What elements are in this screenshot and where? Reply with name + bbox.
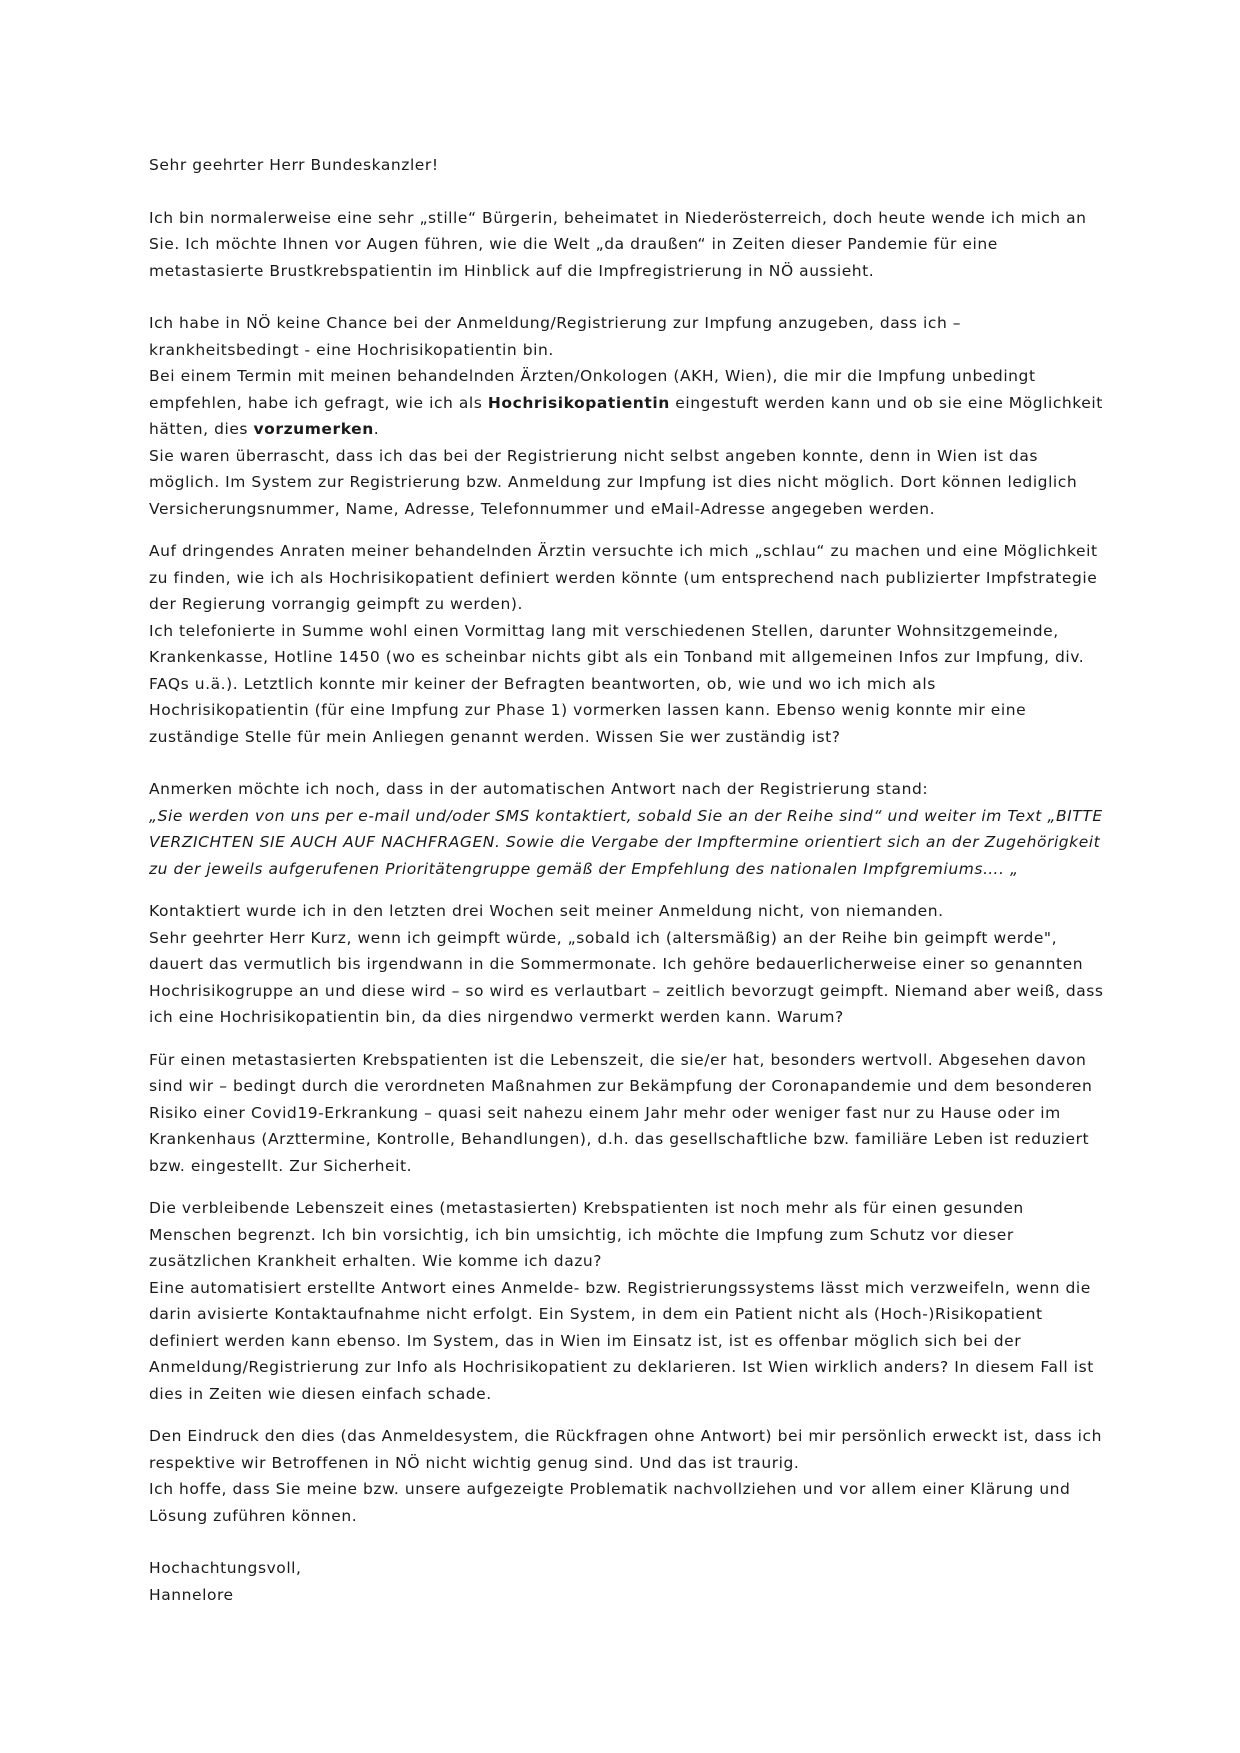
text-line: definiert werden kann ebenso. Im System, das in Wien im Einsatz ist, ist es offenbar möglich sich bei der [149, 1331, 1022, 1350]
text-line: FAQs u.ä.). Letztlich konnte mir keiner der Befragten beantworten, ob, wie und wo ich mich als [149, 674, 936, 693]
text-line [149, 416, 1099, 443]
text-line: Sie. Ich möchte Ihnen vor Augen führen, wie die Welt „da draußen“ in Zeiten dieser Pandemie für eine [149, 235, 998, 253]
text-line: Die verbleibende Lebenszeit eines (metastasierten) Krebspatienten ist noch mehr als für einen gesunden [149, 1199, 1024, 1217]
text-line: der Regierung vorrangig geimpft zu werden). [149, 595, 523, 613]
text-line [149, 390, 1103, 417]
text-line: Ich telefonierte in Summe wohl einen Vormittag lang mit verschiedenen Stellen, darunter Wohnsitzgemeinde, [149, 621, 1059, 640]
text-line: Anmerken möchte ich noch, dass in der automatischen Antwort nach der Registrierung stand: [149, 780, 929, 798]
text-line: Den Eindruck den dies (das Anmeldesystem, die Rückfragen ohne Antwort) bei mir persönlich erweckt ist, dass ich [149, 1427, 1102, 1445]
salutation [149, 152, 1099, 179]
paragraph-2 [149, 310, 1103, 522]
text-line: Anmeldung/Registrierung zur Info als Hochrisikopatient zu deklarieren. Ist Wien wirklich anders? In diesem Fall ist [149, 1358, 1094, 1376]
text-line: Eine automatisiert erstellte Antwort eines Anmelde- bzw. Registrierungssystems lässt mich verzweifeln, wenn die [149, 1278, 1091, 1297]
text-line: sind wir – bedingt durch die verordneten Maßnahmen zur Bekämpfung der Coronapandemie und dem besonderen [149, 1077, 1093, 1095]
text-line: zusätzlichen Krankheit erhalten. Wie komme ich dazu? [149, 1252, 603, 1270]
text-line: Menschen begrenzt. Ich bin vorsichtig, ich bin umsichtig, ich möchte die Impfung zum Schutz vor dieser [149, 1225, 1014, 1244]
letter-page [149, 152, 1104, 1608]
text-line: möglich. Im System zur Registrierung bzw. Anmeldung zur Impfung ist dies nicht möglich. Dort können lediglich [149, 473, 1078, 491]
text-line: darin avisierte Kontaktaufnahme nicht erfolgt. Ein System, in dem ein Patient nicht als (Hoch-)Risikopatient [149, 1305, 1043, 1323]
salutation-text: Sehr geehrter Herr Bundeskanzler! [149, 156, 439, 174]
paragraph-6 [149, 1047, 1099, 1180]
quote-line: zu der jeweils aufgerufenen Prioritätengruppe gemäß der Empfehlung des nationalen Impfgremiums…. „ [149, 859, 1019, 878]
text-line: Lösung zuführen können. [149, 1506, 358, 1525]
text-segment: eingestuft werden kann und ob sie eine Möglichkeit [669, 393, 1103, 412]
text-line: Kontaktiert wurde ich in den letzten drei Wochen seit meiner Anmeldung nicht, von niemanden. [149, 902, 944, 920]
emphasis-hochrisikopatientin: Hochrisikopatientin [487, 393, 670, 412]
text-line: bzw. eingestellt. Zur Sicherheit. [149, 1156, 413, 1175]
text-line: respektive wir Betroffenen in NÖ nicht wichtig genug sind. Und das ist traurig. [149, 1453, 800, 1472]
text-line: Sie waren überrascht, dass ich das bei der Registrierung nicht selbst angeben konnte, denn in Wien ist das [149, 446, 1038, 465]
paragraph-1 [149, 205, 1099, 285]
text-line: ich eine Hochrisikopatientin bin, da dies nirgendwo vermerkt werden kann. Warum? [149, 1008, 844, 1026]
signature-name: Hannelore [149, 1585, 234, 1604]
text-line: zu finden, wie ich als Hochrisikopatient definiert werden könnte (um entsprechend nach publizierter Impfstrategie [149, 568, 1098, 587]
text-line: Hochrisikogruppe an und diese wird – so wird es verlautbart – zeitlich bevorzugt geimpft. Niemand aber weiß, dass [149, 981, 1104, 1000]
text-line: Sehr geehrter Herr Kurz, wenn ich geimpft würde, „sobald ich (altersmäßig) an der Reihe bin geimpft werde", [149, 928, 1058, 947]
paragraph-3 [149, 538, 1099, 750]
text-line: Krankenkasse, Hotline 1450 (wo es scheinbar nichts gibt als ein Tonband mit allgemeinen Infos zur Impfung, div. [149, 648, 1085, 666]
text-line: Ich hoffe, dass Sie meine bzw. unsere aufgezeigte Problematik nachvollziehen und vor allem einer Klärung und [149, 1480, 1071, 1498]
text-line: Versicherungsnummer, Name, Adresse, Telefonnummer und eMail-Adresse angegeben werden. [149, 499, 936, 518]
text-line: dauert das vermutlich bis irgendwann in die Sommermonate. Ich gehöre bedauerlicherweise einer so genannten [149, 955, 1084, 973]
text-line: zuständige Stelle für mein Anliegen genannt werden. Wissen Sie wer zuständig ist? [149, 727, 841, 746]
text-line: Risiko einer Covid19-Erkrankung – quasi seit nahezu einem Jahr mehr oder weniger fast nur zu Hause oder im [149, 1103, 1061, 1122]
text-line: Krankenhaus (Arzttermine, Kontrolle, Behandlungen), d.h. das gesellschaftliche bzw. familiäre Leben ist reduziert [149, 1130, 1090, 1148]
quote-line: VERZICHTEN SIE AUCH AUF NACHFRAGEN. Sowie die Vergabe der Impftermine orientiert sich an der Zugehörigkeit [149, 833, 1101, 851]
closing-block [149, 1555, 1099, 1608]
closing: Hochachtungsvoll, [149, 1559, 302, 1577]
quote-line: „Sie werden von uns per e-mail und/oder SMS kontaktiert, sobald Sie an der Reihe sind“ und weiter im Text „BITTE [149, 806, 1103, 825]
text-line: Ich habe in NÖ keine Chance bei der Anmeldung/Registrierung zur Impfung anzugeben, dass ich – [149, 314, 962, 332]
text-segment: empfehlen, habe ich gefragt, wie ich als [149, 393, 488, 412]
text-segment: hätten, dies [149, 420, 254, 438]
text-line: metastasierte Brustkrebspatientin im Hinblick auf die Impfregistrierung in NÖ aussieht. [149, 261, 875, 280]
text-line: dies in Zeiten wie diesen einfach schade. [149, 1384, 492, 1403]
emphasis-vorzumerken: vorzumerken [253, 420, 374, 438]
text-line: Ich bin normalerweise eine sehr „stille“ Bürgerin, beheimatet in Niederösterreich, doch heute wende ich mich an [149, 208, 1087, 227]
text-segment: . [373, 420, 380, 438]
paragraph-7 [149, 1195, 1099, 1407]
paragraph-4 [149, 776, 1103, 882]
paragraph-5 [149, 898, 1104, 1031]
text-line: krankheitsbedingt - eine Hochrisikopatientin bin. [149, 340, 554, 359]
text-line: Bei einem Termin mit meinen behandelnden Ärzten/Onkologen (AKH, Wien), die mir die Impfung unbedingt [149, 367, 1036, 385]
paragraph-8 [149, 1423, 1102, 1529]
text-line: Für einen metastasierten Krebspatienten ist die Lebenszeit, die sie/er hat, besonders wertvoll. Abgesehen davon [149, 1050, 1087, 1069]
text-line: Hochrisikopatientin (für eine Impfung zur Phase 1) vormerken lassen kann. Ebenso wenig konnte mir eine [149, 701, 1027, 719]
text-line: Auf dringendes Anraten meiner behandelnden Ärztin versuchte ich mich „schlau“ zu machen und eine Möglichkeit [149, 542, 1098, 560]
